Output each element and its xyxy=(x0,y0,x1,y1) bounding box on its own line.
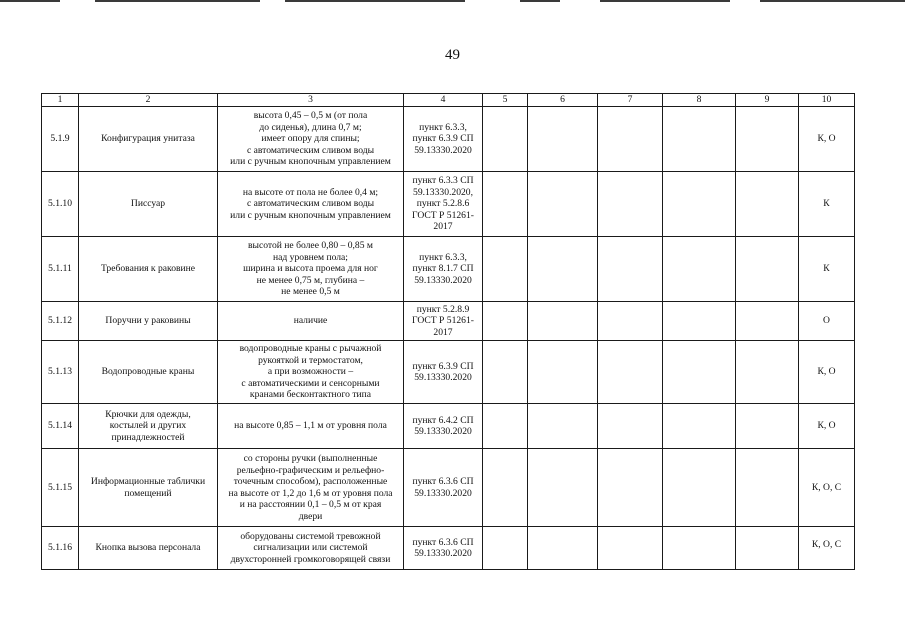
empty-cell xyxy=(483,172,528,237)
empty-cell xyxy=(663,341,736,404)
item-code: К xyxy=(799,237,855,302)
item-requirement: высотой не более 0,80 – 0,85 м над уровнем пола; ширина и высота проема для ног не менее 0,75 м, глубина – не менее 0,5 м xyxy=(218,237,404,302)
table-row xyxy=(42,302,855,341)
item-code: К xyxy=(799,172,855,237)
column-header: 5 xyxy=(483,94,528,107)
item-requirement: высота 0,45 – 0,5 м (от пола до сиденья), длина 0,7 м; имеет опору для спины; с автоматическим сливом воды или с ручным кнопочным управлением xyxy=(218,107,404,172)
column-header: 9 xyxy=(736,94,799,107)
item-number: 5.1.13 xyxy=(42,341,79,404)
item-code: К, О xyxy=(799,341,855,404)
table-header-row xyxy=(42,94,855,107)
empty-cell xyxy=(598,107,663,172)
table-row xyxy=(42,341,855,404)
empty-cell xyxy=(528,302,598,341)
column-header: 2 xyxy=(79,94,218,107)
empty-cell xyxy=(483,449,528,527)
item-requirement: водопроводные краны с рычажной рукояткой и термостатом, а при возможности – с автоматическими и сенсорными кранами бесконтактного типа xyxy=(218,341,404,404)
empty-cell xyxy=(528,527,598,570)
empty-cell xyxy=(598,527,663,570)
page-number: 49 xyxy=(445,47,460,63)
scan-edge-line xyxy=(285,0,465,2)
empty-cell xyxy=(736,449,799,527)
item-requirement: на высоте от пола не более 0,4 м; с автоматическим сливом воды или с ручным кнопочным управлением xyxy=(218,172,404,237)
empty-cell xyxy=(483,341,528,404)
item-reference: пункт 5.2.8.9 ГОСТ Р 51261- 2017 xyxy=(404,302,483,341)
item-number: 5.1.16 xyxy=(42,527,79,570)
column-header: 4 xyxy=(404,94,483,107)
item-requirement: наличие xyxy=(218,302,404,341)
empty-cell xyxy=(663,449,736,527)
empty-cell xyxy=(736,404,799,449)
item-reference: пункт 6.3.3 СП 59.13330.2020, пункт 5.2.8.6 ГОСТ Р 51261- 2017 xyxy=(404,172,483,237)
table-row xyxy=(42,527,855,570)
empty-cell xyxy=(736,341,799,404)
empty-cell xyxy=(528,449,598,527)
item-name: Конфигурация унитаза xyxy=(79,107,218,172)
empty-cell xyxy=(663,107,736,172)
item-number: 5.1.9 xyxy=(42,107,79,172)
scan-edge-line xyxy=(520,0,560,2)
item-number: 5.1.14 xyxy=(42,404,79,449)
item-number: 5.1.10 xyxy=(42,172,79,237)
item-reference: пункт 6.3.6 СП 59.13330.2020 xyxy=(404,527,483,570)
item-code: К, О xyxy=(799,404,855,449)
empty-cell xyxy=(483,107,528,172)
item-reference: пункт 6.4.2 СП 59.13330.2020 xyxy=(404,404,483,449)
item-requirement: со стороны ручки (выполненные рельефно-графическим и рельефно- точечным способом), расположенные на высоте от 1,2 до 1,6 м от уровня пола и на расстоянии 0,1 – 0,5 м от края двери xyxy=(218,449,404,527)
empty-cell xyxy=(528,172,598,237)
item-name: Поручни у раковины xyxy=(79,302,218,341)
scan-edge-line xyxy=(95,0,260,2)
empty-cell xyxy=(663,172,736,237)
empty-cell xyxy=(598,237,663,302)
column-header: 6 xyxy=(528,94,598,107)
empty-cell xyxy=(528,341,598,404)
column-header: 8 xyxy=(663,94,736,107)
item-number: 5.1.11 xyxy=(42,237,79,302)
scan-edge-line xyxy=(0,0,60,2)
item-code: О xyxy=(799,302,855,341)
empty-cell xyxy=(736,302,799,341)
item-code: К, О xyxy=(799,107,855,172)
item-name: Водопроводные краны xyxy=(79,341,218,404)
empty-cell xyxy=(736,172,799,237)
empty-cell xyxy=(598,341,663,404)
item-reference: пункт 6.3.9 СП 59.13330.2020 xyxy=(404,341,483,404)
item-name: Информационные таблички помещений xyxy=(79,449,218,527)
table-row xyxy=(42,107,855,172)
table-row xyxy=(42,237,855,302)
empty-cell xyxy=(598,449,663,527)
item-name: Кнопка вызова персонала xyxy=(79,527,218,570)
item-code: К, О, С xyxy=(799,527,855,570)
scan-edge-line xyxy=(600,0,730,2)
item-reference: пункт 6.3.3, пункт 8.1.7 СП 59.13330.2020 xyxy=(404,237,483,302)
column-header: 7 xyxy=(598,94,663,107)
column-header: 3 xyxy=(218,94,404,107)
empty-cell xyxy=(663,404,736,449)
scan-edge-line xyxy=(760,0,905,2)
item-reference: пункт 6.3.6 СП 59.13330.2020 xyxy=(404,449,483,527)
item-reference: пункт 6.3.3, пункт 6.3.9 СП 59.13330.2020 xyxy=(404,107,483,172)
item-name: Писсуар xyxy=(79,172,218,237)
column-header: 1 xyxy=(42,94,79,107)
item-code: К, О, С xyxy=(799,449,855,527)
empty-cell xyxy=(528,404,598,449)
empty-cell xyxy=(483,237,528,302)
item-requirement: на высоте 0,85 – 1,1 м от уровня пола xyxy=(218,404,404,449)
table-row xyxy=(42,172,855,237)
empty-cell xyxy=(736,107,799,172)
empty-cell xyxy=(663,237,736,302)
empty-cell xyxy=(598,302,663,341)
item-number: 5.1.12 xyxy=(42,302,79,341)
empty-cell xyxy=(483,404,528,449)
table-row xyxy=(42,404,855,449)
requirements-table xyxy=(41,93,855,570)
empty-cell xyxy=(483,527,528,570)
column-header: 10 xyxy=(799,94,855,107)
empty-cell xyxy=(598,404,663,449)
table-row xyxy=(42,449,855,527)
empty-cell xyxy=(663,302,736,341)
item-requirement: оборудованы системой тревожной сигнализации или системой двухсторонней громкоговорящей связи xyxy=(218,527,404,570)
empty-cell xyxy=(528,107,598,172)
item-number: 5.1.15 xyxy=(42,449,79,527)
empty-cell xyxy=(483,302,528,341)
item-name: Крючки для одежды, костылей и других принадлежностей xyxy=(79,404,218,449)
empty-cell xyxy=(528,237,598,302)
item-name: Требования к раковине xyxy=(79,237,218,302)
empty-cell xyxy=(736,527,799,570)
empty-cell xyxy=(736,237,799,302)
empty-cell xyxy=(663,527,736,570)
empty-cell xyxy=(598,172,663,237)
